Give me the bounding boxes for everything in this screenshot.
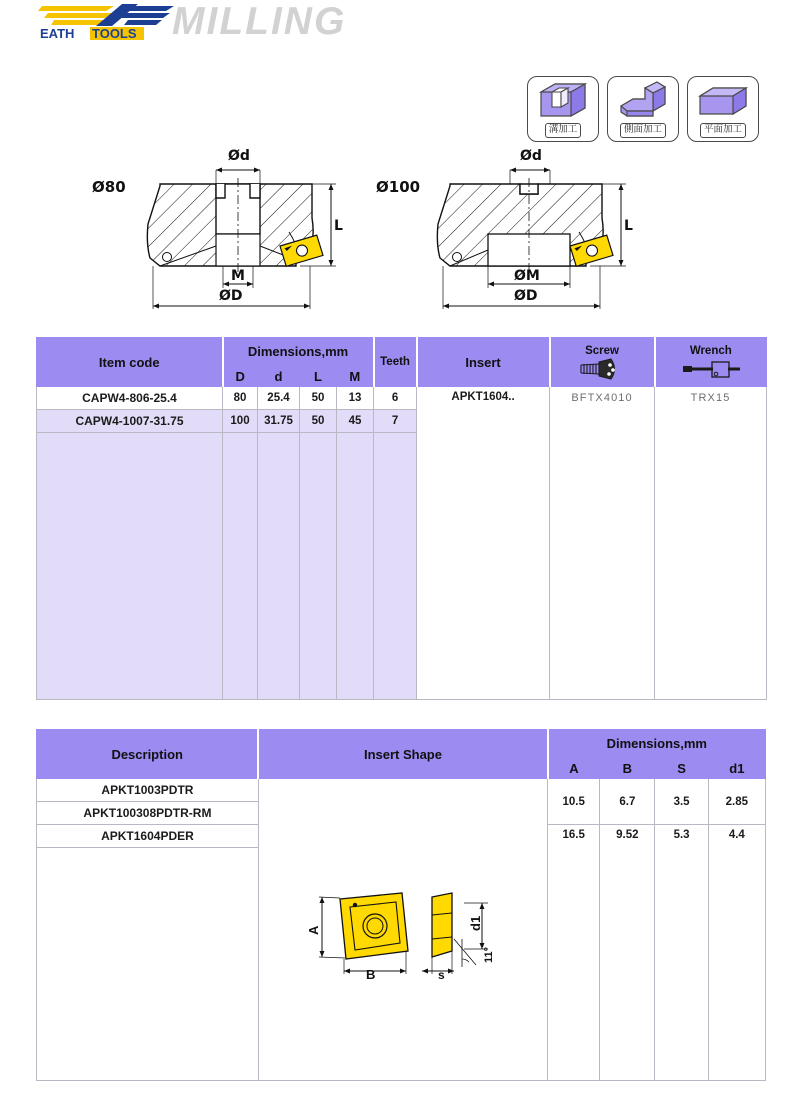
th-screw — [550, 338, 655, 387]
th-dim-B: B — [600, 758, 655, 779]
groove-machining-icon — [535, 77, 591, 123]
th-insert-shape: Insert Shape — [258, 730, 547, 779]
th-dim-d: d — [258, 366, 300, 387]
dwg-right-top-dim: Ød — [520, 148, 542, 164]
svg-text:d1: d1 — [467, 915, 483, 931]
cell-B: 9.52 — [600, 825, 655, 1081]
th-wrench-label: Wrench — [689, 345, 732, 357]
cell-d: 25.4 — [258, 387, 300, 410]
page-title: MILLING — [172, 0, 347, 43]
machining-type-badges — [527, 76, 759, 142]
cell-L: 50 — [300, 387, 337, 410]
cell-S: 5.3 — [655, 825, 708, 1081]
th-item-code: Item code — [37, 338, 223, 387]
cell-A: 16.5 — [548, 825, 600, 1081]
cell-teeth: 7 — [374, 410, 417, 433]
th-dim-D: D — [223, 366, 258, 387]
svg-text:s: s — [437, 967, 445, 981]
filler-d — [258, 433, 300, 700]
svg-text:A: A — [305, 925, 321, 935]
cutter-table-header-row-1 — [37, 338, 767, 366]
svg-text:B: B — [365, 966, 376, 981]
svg-text:11°: 11° — [482, 946, 495, 963]
cell-d1: 4.4 — [708, 825, 765, 1081]
dwg-left-diameter-label: Ø80 — [92, 178, 126, 196]
filler-M — [337, 433, 374, 700]
filler-D — [223, 433, 258, 700]
cell-teeth: 6 — [374, 387, 417, 410]
insert-table — [36, 729, 766, 1081]
badge-label-groove: 溝加工 — [545, 123, 582, 138]
th-dimensions-group: Dimensions,mm — [548, 730, 766, 758]
badge-side-face-machining — [607, 76, 679, 142]
logo-text-tools: TOOLS — [92, 26, 137, 41]
cell-item-code: CAPW4-1007-31.75 — [37, 410, 223, 433]
cell-A: 10.5 — [548, 779, 600, 825]
dwg-right-right-dim: L — [624, 218, 633, 234]
dwg-left-right-dim: L — [334, 218, 343, 234]
cell-description: APKT100308PDTR-RM — [37, 802, 259, 825]
cell-description: APKT1604PDER — [37, 825, 259, 848]
badge-plane-machining — [687, 76, 759, 142]
filler-teeth — [374, 433, 417, 700]
wrench-icon — [656, 358, 767, 380]
th-screw-label: Screw — [585, 345, 619, 357]
dwg-right-diameter-label: Ø100 — [376, 178, 421, 196]
th-teeth: Teeth — [374, 338, 417, 387]
cell-L: 50 — [300, 410, 337, 433]
filler-L — [300, 433, 337, 700]
table-row[interactable] — [37, 387, 767, 410]
side-face-machining-icon — [615, 77, 671, 123]
cell-description: APKT1003PDTR — [37, 779, 259, 802]
insert-table-header-row-1 — [37, 730, 766, 758]
insert-shape-drawing — [259, 879, 547, 981]
cell-d1: 2.85 — [708, 779, 765, 825]
dwg-left-bottom-inner-dim: M — [231, 268, 245, 284]
plane-machining-icon — [695, 77, 751, 123]
th-dimensions-group: Dimensions,mm — [223, 338, 374, 366]
dwg-right-bottom-inner-dim: ØM — [514, 268, 540, 284]
dwg-left-top-dim: Ød — [228, 148, 250, 164]
company-logo — [34, 2, 184, 44]
cell-M: 45 — [337, 410, 374, 433]
table-row[interactable] — [37, 779, 766, 802]
cell-insert-shape — [258, 779, 547, 1081]
th-wrench — [655, 338, 767, 387]
dwg-left-bottom-outer-dim: ØD — [219, 288, 243, 304]
cell-wrench: TRX15 — [655, 387, 767, 700]
cell-item-code: CAPW4-806-25.4 — [37, 387, 223, 410]
th-dim-L: L — [300, 366, 337, 387]
page-header — [0, 0, 805, 60]
dwg-right-bottom-outer-dim: ØD — [514, 288, 538, 304]
badge-label-side-face: 側面加工 — [620, 123, 666, 138]
cutter-table — [36, 337, 767, 700]
th-dim-d1: d1 — [708, 758, 765, 779]
cell-insert: APKT1604.. — [417, 387, 550, 700]
cell-D: 100 — [223, 410, 258, 433]
th-dim-M: M — [337, 366, 374, 387]
th-description: Description — [37, 730, 259, 779]
cell-B: 6.7 — [600, 779, 655, 825]
filler-description — [37, 848, 259, 1081]
cell-d: 31.75 — [258, 410, 300, 433]
screw-icon — [551, 358, 654, 380]
cutter-drawing-d100 — [376, 146, 660, 318]
technical-drawings — [0, 146, 805, 318]
cell-D: 80 — [223, 387, 258, 410]
badge-label-plane: 平面加工 — [700, 123, 746, 138]
th-dim-S: S — [655, 758, 708, 779]
cell-S: 3.5 — [655, 779, 708, 825]
badge-groove-machining — [527, 76, 599, 142]
cell-screw: BFTX4010 — [550, 387, 655, 700]
cutter-drawing-d80 — [92, 146, 370, 318]
th-dim-A: A — [548, 758, 600, 779]
logo-text-eath: EATH — [40, 26, 75, 41]
filler-item-code — [37, 433, 223, 700]
th-insert: Insert — [417, 338, 550, 387]
cell-M: 13 — [337, 387, 374, 410]
